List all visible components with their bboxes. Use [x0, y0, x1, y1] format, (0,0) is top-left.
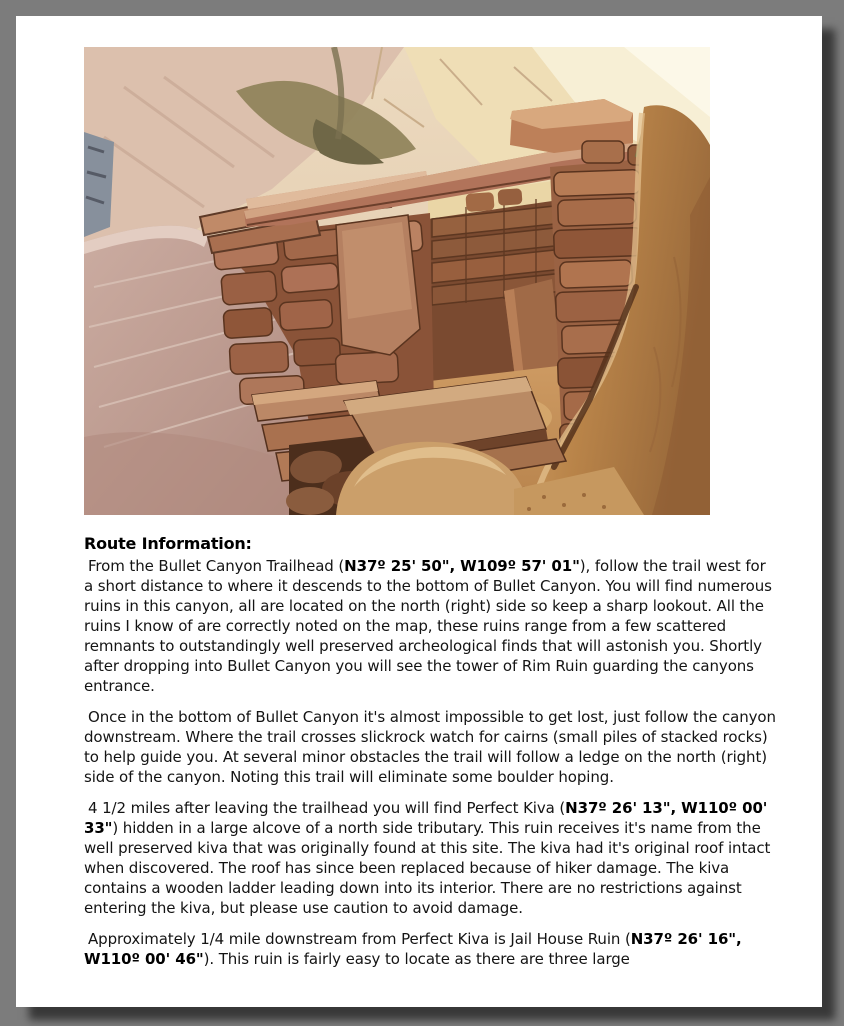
- gps-coordinates: N37º 26' 13", W110º 00' 33": [84, 799, 768, 837]
- paragraph-2: [84, 707, 778, 787]
- paragraph-4: [84, 929, 778, 969]
- body-text: Approximately 1/4 mile downstream from Perfect Kiva is Jail House Ruin (: [88, 930, 631, 948]
- body-text: ), follow the trail west for a short distance to where it descends to the bottom of Bullet Canyon. You will find numerous ruins in this canyon, all are located on the north (right) side so keep a sharp lookout. All the ruins I know of are correctly noted on the map, these ruins range from a few scattered remnants to outstandingly well preserved archeological finds that will astonish you. Shortly after dropping into Bullet Canyon you will see the tower of Rim Ruin guarding the canyons entrance.: [84, 557, 772, 695]
- body-text: ). This ruin is fairly easy to locate as there are three large: [203, 950, 630, 968]
- document-page: [16, 16, 822, 1007]
- ruin-photo-illustration: [84, 47, 710, 515]
- paragraph-list: [84, 556, 774, 969]
- gps-coordinates: N37º 26' 16", W110º 00' 46": [84, 930, 742, 968]
- body-text: 4 1/2 miles after leaving the trailhead you will find Perfect Kiva (: [88, 799, 566, 817]
- body-text: From the Bullet Canyon Trailhead (: [88, 557, 345, 575]
- gps-coordinates: N37º 25' 50", W109º 57' 01": [344, 557, 580, 575]
- body-text: Once in the bottom of Bullet Canyon it's almost impossible to get lost, just follow the canyon downstream. Where the trail crosses slickrock watch for cairns (small piles of stacked rocks) to help guide you. At several minor obstacles the trail will follow a ledge on the north (right) side of the canyon. Noting this trail will eliminate some boulder hoping.: [84, 708, 776, 786]
- paragraph-1: [84, 556, 778, 696]
- body-text: ) hidden in a large alcove of a north side tributary. This ruin receives it's name from the well preserved kiva that was originally found at this site. The kiva had it's original roof intact when discovered. The roof has since been replaced because of hiker damage. The kiva contains a wooden ladder leading down into its interior. There are no restrictions against entering the kiva, but please use caution to avoid damage.: [84, 819, 771, 917]
- paragraph-3: [84, 798, 778, 918]
- section-heading: Route Information:: [84, 534, 252, 553]
- ruin-photo: [84, 47, 710, 515]
